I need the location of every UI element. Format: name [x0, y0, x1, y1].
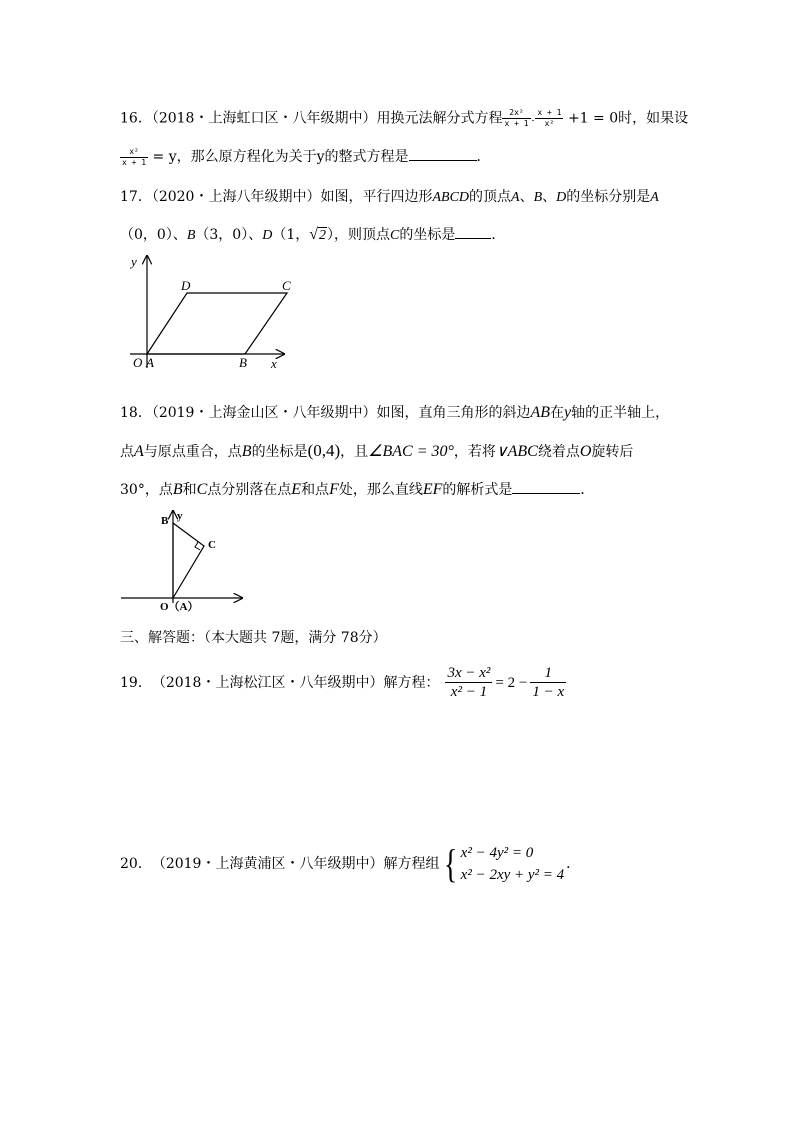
q17-sqrt-symbol: √: [309, 226, 319, 243]
q16-l2-numerator: x²: [120, 147, 148, 158]
q18-text-b: 在: [550, 405, 565, 421]
q17-l2-vertex-b: B: [186, 228, 196, 243]
q17-l2-a: （0，0）、: [120, 227, 187, 243]
q19-source: （2018・上海松江区・八年级期中）: [151, 674, 384, 691]
q16-l2-text: = y，那么原方程化为关于y的整式方程是: [152, 149, 409, 165]
q16-f1-denominator: x + 1: [504, 119, 529, 128]
q20-end: ．: [566, 856, 581, 872]
q16-end: ．: [476, 149, 491, 165]
q19-equals: = 2 −: [495, 674, 528, 691]
q17-parallelogram: [147, 293, 287, 354]
q18-l2-triangle: ∨ABC: [495, 443, 538, 460]
q16-l2-denominator: x + 1: [122, 157, 147, 167]
q20-number: 20．: [120, 856, 152, 872]
q16-number: 16．: [120, 110, 152, 127]
q18-l2-coord: (0,4): [307, 441, 341, 460]
q17-text-b: 的顶点: [469, 189, 512, 205]
q17-l2-b: （3，0）、: [195, 227, 263, 243]
q16-minus: -: [530, 115, 536, 125]
q18-l3-e-var: E: [291, 481, 302, 498]
q20-lead: 解方程组: [383, 856, 440, 872]
q17-text-a: 如图，平行四边形: [320, 189, 433, 205]
q19-number: 19．: [120, 674, 152, 691]
q18-l3-f-var: F: [329, 481, 339, 498]
q17-abcd: ABCD: [432, 190, 470, 205]
q18-label-oa: O（A）: [160, 601, 199, 613]
q18-l3-a: 30°，点: [120, 482, 173, 498]
q17-sep-2: 、: [542, 189, 557, 205]
q18-l3-ef: EF: [422, 481, 443, 498]
q18-number: 18．: [120, 405, 152, 421]
q16-tail: +1 = 0时，如果设: [567, 110, 689, 127]
q18-l3-c: 点分别落在点: [207, 482, 292, 498]
q16-f2-numerator: x + 1: [537, 108, 562, 117]
q18-l3-c-var: C: [196, 481, 208, 498]
q18-l2-b: 与原点重合，点: [143, 444, 242, 460]
q17-l2-d: ），则顶点: [327, 227, 391, 243]
q17-l2-vertex-c: C: [390, 228, 400, 243]
q18-l3-e: 处，那么直线: [338, 482, 423, 498]
q17-l2-c: （1，: [272, 227, 310, 243]
q17-label-a: A: [146, 355, 154, 370]
q17-line1: [120, 187, 659, 208]
q20-equation-2: x² − 2xy + y² = 4: [460, 867, 565, 883]
q17-line2: [120, 224, 505, 246]
q17-vertex-a: A: [511, 190, 520, 205]
q17-answer-blank[interactable]: [455, 224, 491, 239]
q18-line2: [120, 441, 633, 462]
q18-label-y: y: [177, 510, 183, 522]
q18-l2-o: O: [579, 443, 592, 460]
q16-substitution-fraction: [120, 147, 148, 168]
q17-label-o: O: [133, 355, 143, 370]
q17-vertex-d: D: [556, 190, 567, 205]
q16-f1-numerator: 2x²: [502, 108, 530, 119]
q17-label-c: C: [282, 278, 291, 293]
section-3-heading: 三、解答题：（本大题共 7题，满分 78分）: [120, 630, 387, 646]
q18-label-c: C: [208, 539, 216, 551]
q18-l2-c: 的坐标是: [251, 444, 308, 460]
q18-l2-a: 点: [120, 444, 134, 460]
q18-ab: AB: [530, 404, 551, 421]
q20-source: （2019・上海黄浦区・八年级期中）: [151, 856, 384, 872]
q17-number: 17．: [120, 189, 152, 205]
q17-sep-1: 、: [519, 189, 534, 205]
q16-line2: [120, 146, 491, 168]
q18-l3-f: 的解析式是: [442, 482, 513, 498]
q18-line1: [120, 403, 669, 423]
q18-l2-d: ，且: [340, 444, 369, 460]
q18-l3-b: 和: [182, 482, 197, 498]
q17-label-b: B: [239, 355, 247, 370]
q18-l2-e: ，若将: [453, 444, 496, 460]
q18-end: ．: [580, 482, 595, 498]
q20-system: [461, 842, 565, 886]
q17-label-y: y: [131, 254, 137, 269]
q18-source: （2019・上海金山区・八年级期中）: [151, 405, 377, 421]
q18-triangle: [173, 523, 204, 598]
q19-f1-denominator: x² − 1: [450, 684, 488, 700]
q18-l2-a-var: A: [134, 443, 144, 460]
q17-text-c: 的坐标分别是: [566, 189, 651, 205]
q19-line: [120, 664, 566, 701]
q18-l2-g: 旋转后: [591, 444, 634, 460]
q19-lead: 解方程：: [383, 674, 440, 691]
q18-l2-f: 绕着点: [537, 444, 580, 460]
q17-vertex-b: B: [533, 190, 543, 205]
q16-fraction-2: [535, 108, 563, 129]
q17-vertex-a-2: A: [650, 190, 659, 205]
q18-figure: [118, 505, 250, 617]
q17-source: （2020・上海八年级期中）: [151, 189, 321, 205]
q16-fraction-1: [502, 108, 530, 129]
q20-equation-1: x² − 4y² = 0: [460, 845, 534, 861]
q18-text-c: 轴的正半轴上，: [571, 405, 670, 421]
q19-fraction-2: [530, 664, 566, 701]
q17-end: ．: [491, 227, 506, 243]
q16-source: （2018・上海虹口区・八年级期中）: [151, 110, 377, 127]
q18-text-a: 如图，直角三角形的斜边: [376, 405, 531, 421]
q17-l2-vertex-d: D: [262, 228, 273, 243]
q18-l2-angle: ∠BAC = 30°: [368, 443, 454, 460]
q19-f2-denominator: 1 − x: [532, 684, 565, 700]
q20-line: [120, 842, 580, 886]
q19-f2-numerator: 1: [530, 664, 566, 683]
q17-label-d: D: [181, 278, 191, 293]
q16-lead: 用换元法解分式方程: [376, 110, 503, 127]
q18-l3-d: 和点: [301, 482, 330, 498]
q16-f2-denominator: x²: [544, 119, 555, 128]
q18-label-b: B: [161, 515, 169, 527]
q18-answer-blank[interactable]: [512, 479, 580, 494]
q18-l3-b-var: B: [172, 481, 183, 498]
q19-f1-numerator: 3x − x²: [447, 665, 491, 681]
q17-l2-e: 的坐标是: [399, 227, 456, 243]
q18-y: y: [564, 404, 572, 421]
q20-brace: {: [444, 841, 458, 886]
q19-fraction-1: [445, 664, 492, 701]
q17-label-x: x: [271, 356, 277, 371]
q16-answer-blank[interactable]: [409, 146, 477, 161]
q16-line1: [120, 108, 688, 129]
q17-sqrt-value: 2: [319, 228, 327, 243]
q18-l2-b-var: B: [241, 443, 252, 460]
q18-line3: [120, 479, 594, 500]
q17-figure: [118, 250, 298, 376]
